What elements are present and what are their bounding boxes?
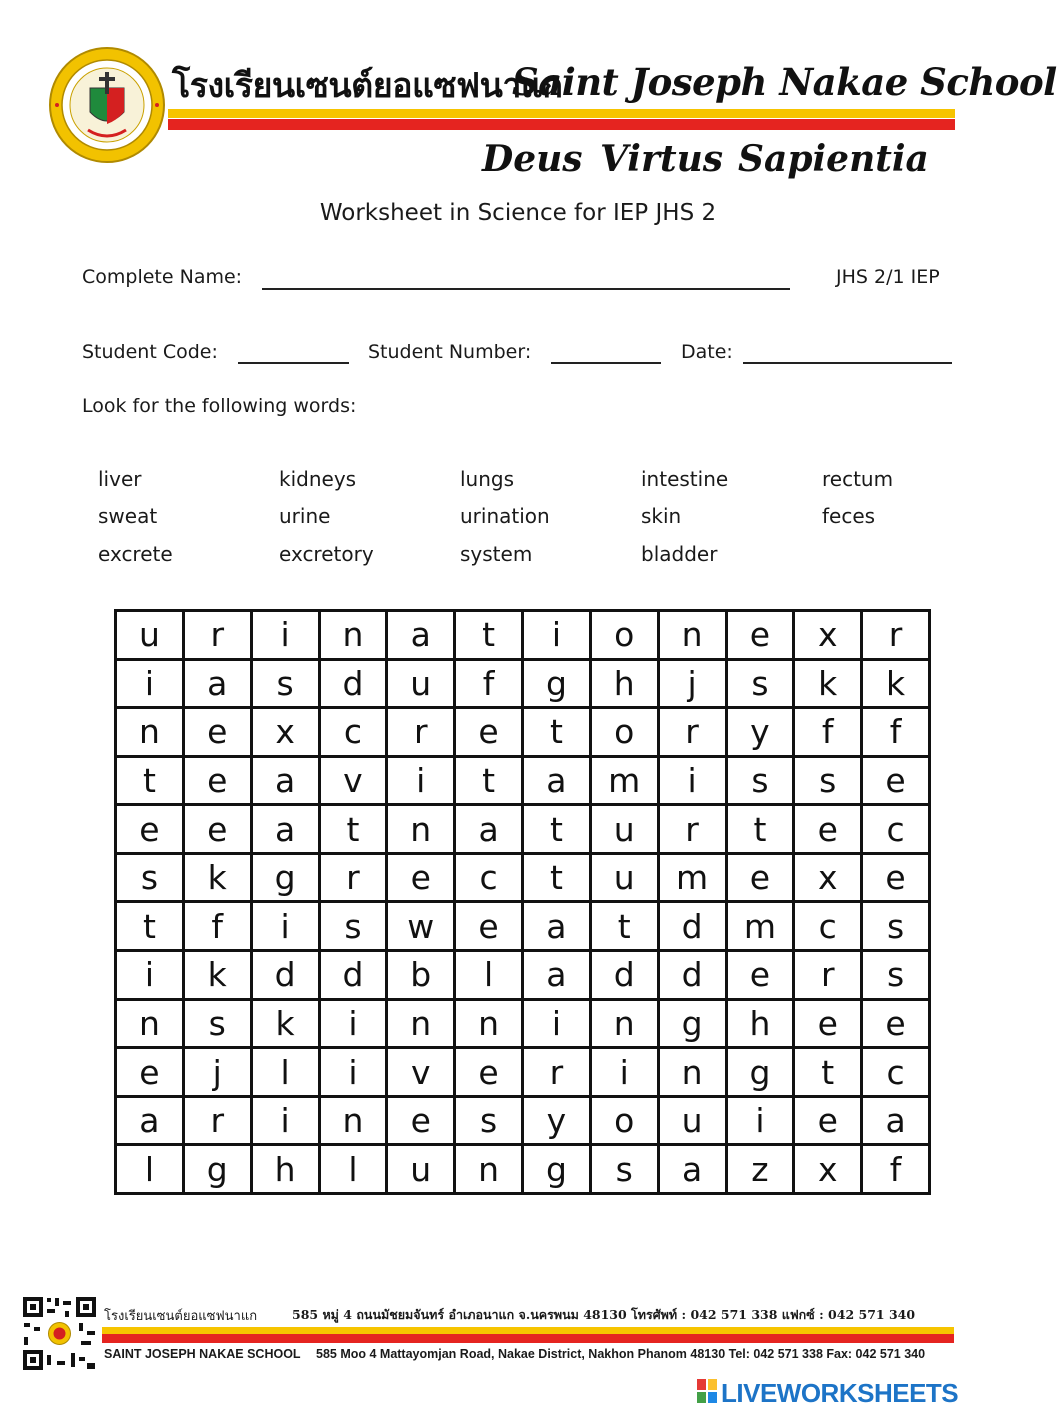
grid-cell[interactable]: e — [863, 1001, 928, 1047]
grid-cell[interactable]: i — [388, 758, 453, 804]
word-list-item: intestine — [641, 467, 729, 491]
footer-school-name-thai: โรงเรียนเซนต์ยอแซฟนาแก — [104, 1309, 258, 1324]
grid-cell[interactable]: k — [185, 855, 250, 901]
grid-cell[interactable]: t — [524, 855, 589, 901]
complete-name-field[interactable] — [262, 288, 790, 290]
grid-cell[interactable]: t — [117, 758, 182, 804]
grid-cell[interactable]: e — [795, 806, 860, 852]
school-seal-logo — [48, 46, 166, 164]
grid-cell[interactable]: r — [660, 709, 725, 755]
footer-school-name-english: SAINT JOSEPH NAKAE SCHOOL — [104, 1347, 301, 1361]
grid-cell[interactable]: t — [321, 806, 386, 852]
grid-cell[interactable]: o — [592, 1098, 657, 1144]
grid-cell[interactable]: t — [728, 806, 793, 852]
grid-cell[interactable]: n — [117, 1001, 182, 1047]
grid-cell[interactable]: t — [456, 758, 521, 804]
grid-cell[interactable]: s — [117, 855, 182, 901]
grid-cell[interactable]: u — [592, 806, 657, 852]
school-name-english: Saint Joseph Nakae School — [512, 60, 1057, 104]
school-name-thai: โรงเรียนเซนต์ยอแซฟนาแก — [172, 66, 563, 106]
grid-cell[interactable]: r — [185, 1098, 250, 1144]
grid-cell[interactable]: m — [592, 758, 657, 804]
grid-cell[interactable]: e — [728, 952, 793, 998]
grid-cell[interactable]: r — [660, 806, 725, 852]
grid-cell[interactable]: d — [321, 661, 386, 707]
grid-cell[interactable]: e — [863, 758, 928, 804]
grid-cell[interactable]: m — [660, 855, 725, 901]
grid-cell[interactable]: a — [456, 806, 521, 852]
grid-cell[interactable]: c — [321, 709, 386, 755]
grid-cell[interactable]: l — [253, 1049, 318, 1095]
grid-cell[interactable]: v — [321, 758, 386, 804]
grid-cell[interactable]: e — [388, 855, 453, 901]
grid-cell[interactable]: k — [863, 661, 928, 707]
grid-cell[interactable]: n — [660, 612, 725, 658]
grid-cell[interactable]: l — [456, 952, 521, 998]
grid-cell[interactable]: u — [388, 661, 453, 707]
grid-cell[interactable]: e — [456, 1049, 521, 1095]
grid-cell[interactable]: s — [795, 758, 860, 804]
grid-cell[interactable]: s — [863, 952, 928, 998]
grid-cell[interactable]: c — [795, 903, 860, 949]
grid-cell[interactable]: e — [185, 709, 250, 755]
grid-cell[interactable]: i — [117, 661, 182, 707]
liveworksheets-watermark[interactable]: LIVEWORKSHEETS — [721, 1378, 959, 1408]
word-list-item: rectum — [822, 467, 894, 491]
grid-cell[interactable]: t — [524, 709, 589, 755]
grid-cell[interactable]: i — [321, 1049, 386, 1095]
grid-cell[interactable]: r — [185, 612, 250, 658]
grid-cell[interactable]: i — [524, 1001, 589, 1047]
student-code-field[interactable] — [238, 362, 349, 364]
grid-cell[interactable]: l — [321, 1146, 386, 1192]
grid-cell[interactable]: a — [524, 952, 589, 998]
student-number-field[interactable] — [551, 362, 661, 364]
class-label: JHS 2/1 IEP — [836, 266, 940, 288]
grid-cell[interactable]: w — [388, 903, 453, 949]
grid-cell[interactable]: i — [253, 1098, 318, 1144]
grid-cell[interactable]: u — [117, 612, 182, 658]
word-list-item: excrete — [98, 542, 173, 566]
grid-cell[interactable]: e — [728, 855, 793, 901]
footer-stripe-red — [102, 1334, 954, 1343]
grid-cell[interactable]: e — [185, 758, 250, 804]
grid-cell[interactable]: g — [185, 1146, 250, 1192]
header-stripe-red — [168, 119, 955, 130]
grid-cell[interactable]: j — [660, 661, 725, 707]
motto-word: Sapientia — [738, 138, 929, 180]
grid-cell[interactable]: t — [117, 903, 182, 949]
grid-cell[interactable]: a — [863, 1098, 928, 1144]
word-list-item: lungs — [460, 467, 515, 491]
grid-cell[interactable]: r — [388, 709, 453, 755]
grid-cell[interactable]: u — [592, 855, 657, 901]
grid-cell[interactable]: s — [728, 758, 793, 804]
grid-cell[interactable]: s — [253, 661, 318, 707]
date-label: Date: — [681, 341, 733, 363]
grid-cell[interactable]: g — [660, 1001, 725, 1047]
grid-cell[interactable]: s — [456, 1098, 521, 1144]
grid-cell[interactable]: s — [863, 903, 928, 949]
grid-cell[interactable]: x — [795, 1146, 860, 1192]
grid-cell[interactable]: a — [388, 612, 453, 658]
grid-cell[interactable]: e — [185, 806, 250, 852]
grid-cell[interactable]: n — [117, 709, 182, 755]
grid-cell[interactable]: r — [321, 855, 386, 901]
grid-cell[interactable]: e — [388, 1098, 453, 1144]
grid-cell[interactable]: e — [117, 1049, 182, 1095]
grid-cell[interactable]: g — [524, 1146, 589, 1192]
grid-cell[interactable]: d — [321, 952, 386, 998]
footer-stripe-yellow — [102, 1327, 954, 1334]
grid-cell[interactable]: n — [388, 1001, 453, 1047]
grid-cell[interactable]: e — [728, 612, 793, 658]
motto-word: Virtus — [600, 138, 724, 180]
grid-cell[interactable]: n — [321, 612, 386, 658]
student-number-label: Student Number: — [368, 341, 532, 363]
grid-cell[interactable]: e — [456, 709, 521, 755]
worksheet-title: Worksheet in Science for IEP JHS 2 — [319, 200, 717, 226]
grid-cell[interactable]: a — [117, 1098, 182, 1144]
word-list-item: skin — [641, 504, 682, 528]
grid-cell[interactable]: x — [795, 612, 860, 658]
grid-cell[interactable]: n — [592, 1001, 657, 1047]
grid-cell[interactable]: i — [728, 1098, 793, 1144]
grid-cell[interactable]: g — [253, 855, 318, 901]
grid-cell[interactable]: v — [388, 1049, 453, 1095]
grid-cell[interactable]: z — [728, 1146, 793, 1192]
word-list-item: urination — [460, 504, 550, 528]
grid-cell[interactable]: o — [592, 709, 657, 755]
word-list-item: kidneys — [279, 467, 357, 491]
grid-cell[interactable]: d — [660, 952, 725, 998]
grid-cell[interactable]: h — [592, 661, 657, 707]
footer-address-thai: 585 หมู่ 4 ถนนมัชยมจันทร์ อำเภอนาแก จ.นครพนม 48130 โทรศัพท์ : 042 571 338 แฟกซ์ : 042 571 340 — [292, 1307, 916, 1322]
grid-cell[interactable]: f — [863, 1146, 928, 1192]
grid-cell[interactable]: a — [524, 903, 589, 949]
grid-cell[interactable]: k — [795, 661, 860, 707]
grid-cell[interactable]: d — [592, 952, 657, 998]
word-list-item: sweat — [98, 504, 158, 528]
grid-cell[interactable]: d — [253, 952, 318, 998]
word-list-item: feces — [822, 504, 876, 528]
grid-cell[interactable]: a — [185, 661, 250, 707]
grid-cell[interactable]: r — [524, 1049, 589, 1095]
complete-name-label: Complete Name: — [82, 266, 243, 288]
grid-cell[interactable]: i — [321, 1001, 386, 1047]
word-list-item: system — [460, 542, 533, 566]
word-list-item: urine — [279, 504, 331, 528]
grid-cell[interactable]: k — [253, 1001, 318, 1047]
grid-cell[interactable]: h — [253, 1146, 318, 1192]
grid-cell[interactable]: g — [728, 1049, 793, 1095]
grid-cell[interactable]: f — [456, 661, 521, 707]
grid-cell[interactable]: l — [117, 1146, 182, 1192]
word-search-grid[interactable] — [114, 609, 931, 1195]
grid-cell[interactable]: j — [185, 1049, 250, 1095]
grid-cell[interactable]: o — [592, 612, 657, 658]
grid-cell[interactable]: t — [795, 1049, 860, 1095]
grid-cell[interactable]: e — [117, 806, 182, 852]
grid-cell[interactable]: n — [660, 1049, 725, 1095]
grid-cell[interactable]: c — [863, 806, 928, 852]
grid-cell[interactable]: t — [592, 903, 657, 949]
instruction-text: Look for the following words: — [82, 395, 357, 417]
grid-cell[interactable]: a — [524, 758, 589, 804]
header-stripe-yellow — [168, 109, 955, 118]
grid-cell[interactable]: t — [524, 806, 589, 852]
grid-cell[interactable]: e — [863, 855, 928, 901]
grid-cell[interactable]: x — [253, 709, 318, 755]
grid-cell[interactable]: s — [321, 903, 386, 949]
grid-cell[interactable]: y — [728, 709, 793, 755]
liveworksheets-logo-icon — [697, 1379, 717, 1403]
date-field[interactable] — [743, 362, 952, 364]
grid-cell[interactable]: h — [728, 1001, 793, 1047]
grid-cell[interactable]: r — [795, 952, 860, 998]
grid-cell[interactable]: c — [863, 1049, 928, 1095]
grid-cell[interactable]: e — [795, 1098, 860, 1144]
grid-cell[interactable]: e — [456, 903, 521, 949]
grid-cell[interactable]: i — [253, 903, 318, 949]
grid-cell[interactable]: f — [863, 709, 928, 755]
grid-cell[interactable]: n — [388, 806, 453, 852]
grid-cell[interactable]: n — [456, 1146, 521, 1192]
footer-address-english: 585 Moo 4 Mattayomjan Road, Nakae District, Nakhon Phanom 48130 Tel: 042 571 338 Fax: 042 571 340 — [316, 1347, 926, 1361]
word-list-item: bladder — [641, 542, 718, 566]
grid-cell[interactable]: a — [253, 758, 318, 804]
word-list-item: liver — [98, 467, 142, 491]
grid-cell[interactable]: i — [117, 952, 182, 998]
motto-word: Deus — [482, 138, 583, 180]
student-code-label: Student Code: — [82, 341, 218, 363]
grid-cell[interactable]: a — [660, 1146, 725, 1192]
grid-cell[interactable]: i — [592, 1049, 657, 1095]
grid-cell[interactable]: k — [185, 952, 250, 998]
grid-cell[interactable]: s — [592, 1146, 657, 1192]
grid-cell[interactable]: m — [728, 903, 793, 949]
grid-cell[interactable]: c — [456, 855, 521, 901]
word-list-item: excretory — [279, 542, 374, 566]
grid-cell[interactable]: n — [321, 1098, 386, 1144]
grid-cell[interactable]: u — [388, 1146, 453, 1192]
grid-cell[interactable]: u — [660, 1098, 725, 1144]
grid-cell[interactable]: n — [456, 1001, 521, 1047]
grid-cell[interactable]: b — [388, 952, 453, 998]
grid-cell[interactable]: d — [660, 903, 725, 949]
grid-cell[interactable]: y — [524, 1098, 589, 1144]
grid-cell[interactable]: r — [863, 612, 928, 658]
grid-cell[interactable]: x — [795, 855, 860, 901]
grid-cell[interactable]: i — [524, 612, 589, 658]
grid-cell[interactable]: i — [253, 612, 318, 658]
grid-cell[interactable]: s — [185, 1001, 250, 1047]
grid-cell[interactable]: g — [524, 661, 589, 707]
qr-code-icon — [21, 1295, 98, 1372]
grid-cell[interactable]: f — [185, 903, 250, 949]
grid-cell[interactable]: t — [456, 612, 521, 658]
grid-cell[interactable]: s — [728, 661, 793, 707]
grid-cell[interactable]: e — [795, 1001, 860, 1047]
grid-cell[interactable]: a — [253, 806, 318, 852]
grid-cell[interactable]: f — [795, 709, 860, 755]
grid-cell[interactable]: i — [660, 758, 725, 804]
